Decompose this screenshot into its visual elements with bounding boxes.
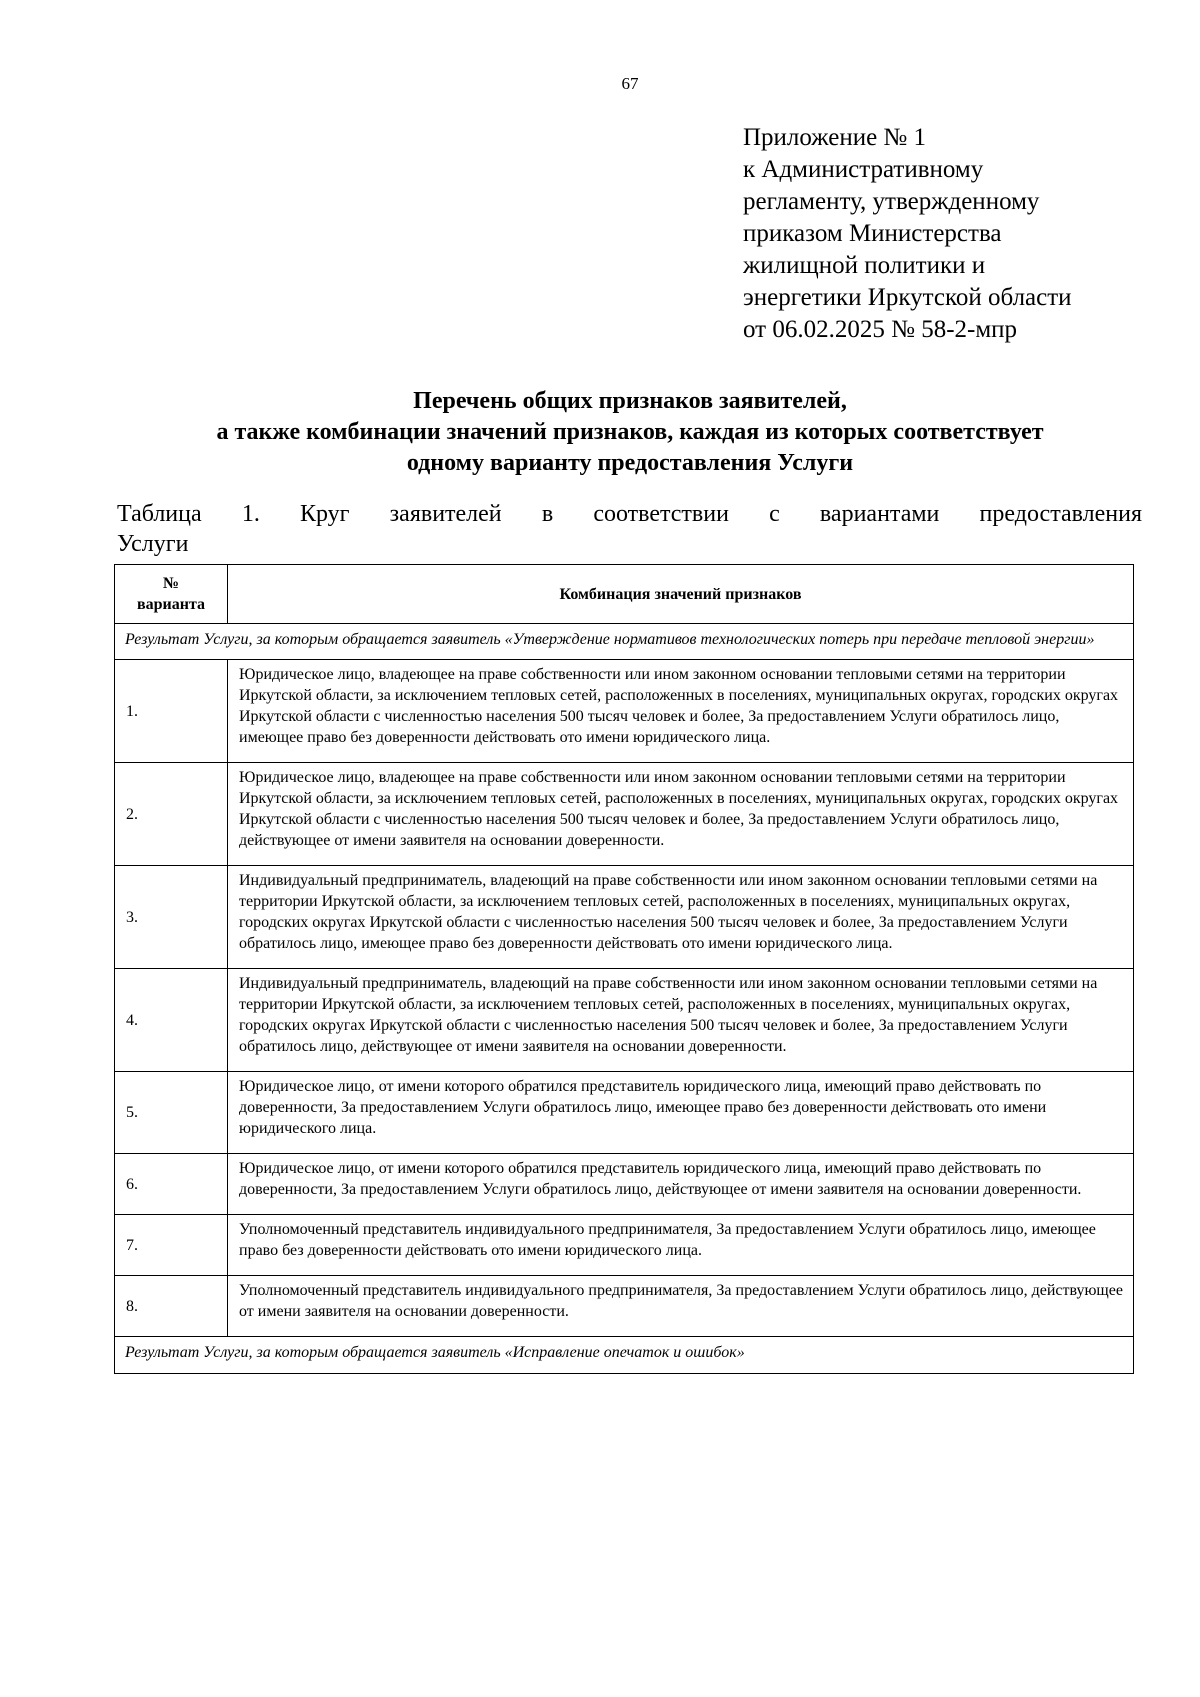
- table-caption: Таблица 1. Круг заявителей в соответствии с вариантами предоставления: [117, 501, 1142, 527]
- variants-table: [114, 564, 1134, 1374]
- variant-combination: Индивидуальный предприниматель, владеющий на праве собственности или ином законном основании тепловыми сетями на территории Иркутской области, за исключением тепловых сетей, расположенных в поселениях, муниципальных округах, городских округах Иркутской области с численностью населения 500 тысяч человек и более, За предоставлением Услуги обратилось лицо, действующее от имени заявителя на основании доверенности.: [228, 969, 1134, 1072]
- annex-line: жилищной политики и: [743, 252, 986, 279]
- title-line: а также комбинации значений признаков, каждая из которых соответствует: [216, 419, 1044, 445]
- table-row: [115, 866, 1134, 969]
- table-row: [115, 1215, 1134, 1276]
- header-combination: Комбинация значений признаков: [228, 565, 1134, 624]
- table-caption-continuation: Услуги: [117, 531, 189, 557]
- annex-line: приказом Министерства: [743, 220, 1002, 247]
- annex-line: Приложение № 1: [743, 124, 927, 151]
- section-heading: Результат Услуги, за которым обращается заявитель «Утверждение нормативов технологических потерь при передаче тепловой энергии»: [115, 624, 1134, 660]
- section-heading: Результат Услуги, за которым обращается заявитель «Исправление опечаток и ошибок»: [115, 1337, 1134, 1374]
- section-row: [115, 624, 1134, 660]
- variant-number: 8.: [115, 1276, 228, 1337]
- page-number: 67: [621, 74, 639, 93]
- variant-combination: Уполномоченный представитель индивидуального предпринимателя, За предоставлением Услуги обратилось лицо, действующее от имени заявителя на основании доверенности.: [228, 1276, 1134, 1337]
- header-num-word: варианта: [136, 596, 206, 613]
- variant-number: 3.: [115, 866, 228, 969]
- title-line: одному варианту предоставления Услуги: [406, 450, 854, 476]
- table-row: [115, 660, 1134, 763]
- variant-number: 4.: [115, 969, 228, 1072]
- variant-combination: Индивидуальный предприниматель, владеющий на праве собственности или ином законном основании тепловыми сетями на территории Иркутской области, за исключением тепловых сетей, расположенных в поселениях, муниципальных округах, городских округах Иркутской области с численностью населения 500 тысяч человек и более, За предоставлением Услуги обратилось лицо, имеющее право без доверенности действовать ото имени юридического лица.: [228, 866, 1134, 969]
- header-variant-number: [115, 565, 228, 624]
- annex-block: [743, 122, 1072, 346]
- variant-combination: Уполномоченный представитель индивидуального предпринимателя, За предоставлением Услуги обратилось лицо, имеющее право без доверенности действовать ото имени юридического лица.: [228, 1215, 1134, 1276]
- document-title: [120, 386, 1140, 479]
- variant-combination: Юридическое лицо, от имени которого обратился представитель юридического лица, имеющий право действовать по доверенности, За предоставлением Услуги обратилось лицо, имеющее право без доверенности действовать ото имени юридического лица.: [228, 1072, 1134, 1154]
- annex-line: от 06.02.2025 № 58-2-мпр: [743, 316, 1018, 343]
- variant-combination: Юридическое лицо, от имени которого обратился представитель юридического лица, имеющий право действовать по доверенности, За предоставлением Услуги обратилось лицо, действующее от имени заявителя на основании доверенности.: [228, 1154, 1134, 1215]
- variant-number: 5.: [115, 1072, 228, 1154]
- variant-number: 2.: [115, 763, 228, 866]
- title-line: Перечень общих признаков заявителей,: [413, 388, 847, 414]
- variant-number: 7.: [115, 1215, 228, 1276]
- variant-number: 1.: [115, 660, 228, 763]
- table-row: [115, 763, 1134, 866]
- table-row: [115, 1072, 1134, 1154]
- table-row: [115, 1154, 1134, 1215]
- annex-line: регламенту, утвержденному: [743, 188, 1040, 215]
- annex-line: энергетики Иркутской области: [743, 284, 1072, 311]
- annex-line: к Административному: [743, 156, 984, 183]
- table-header-row: [115, 565, 1134, 624]
- table-row: [115, 969, 1134, 1072]
- section-row: [115, 1337, 1134, 1374]
- variant-combination: Юридическое лицо, владеющее на праве собственности или ином законном основании тепловыми сетями на территории Иркутской области, за исключением тепловых сетей, расположенных в поселениях, муниципальных округах, городских округах Иркутской области с численностью населения 500 тысяч человек и более, За предоставлением Услуги обратилось лицо, действующее от имени заявителя на основании доверенности.: [228, 763, 1134, 866]
- variant-combination: Юридическое лицо, владеющее на праве собственности или ином законном основании тепловыми сетями на территории Иркутской области, за исключением тепловых сетей, расположенных в поселениях, муниципальных округах, городских округах Иркутской области с численностью населения 500 тысяч человек и более, За предоставлением Услуги обратилось лицо, имеющее право без доверенности действовать ото имени юридического лица.: [228, 660, 1134, 763]
- header-num-sign: №: [162, 575, 180, 592]
- table-row: [115, 1276, 1134, 1337]
- variant-number: 6.: [115, 1154, 228, 1215]
